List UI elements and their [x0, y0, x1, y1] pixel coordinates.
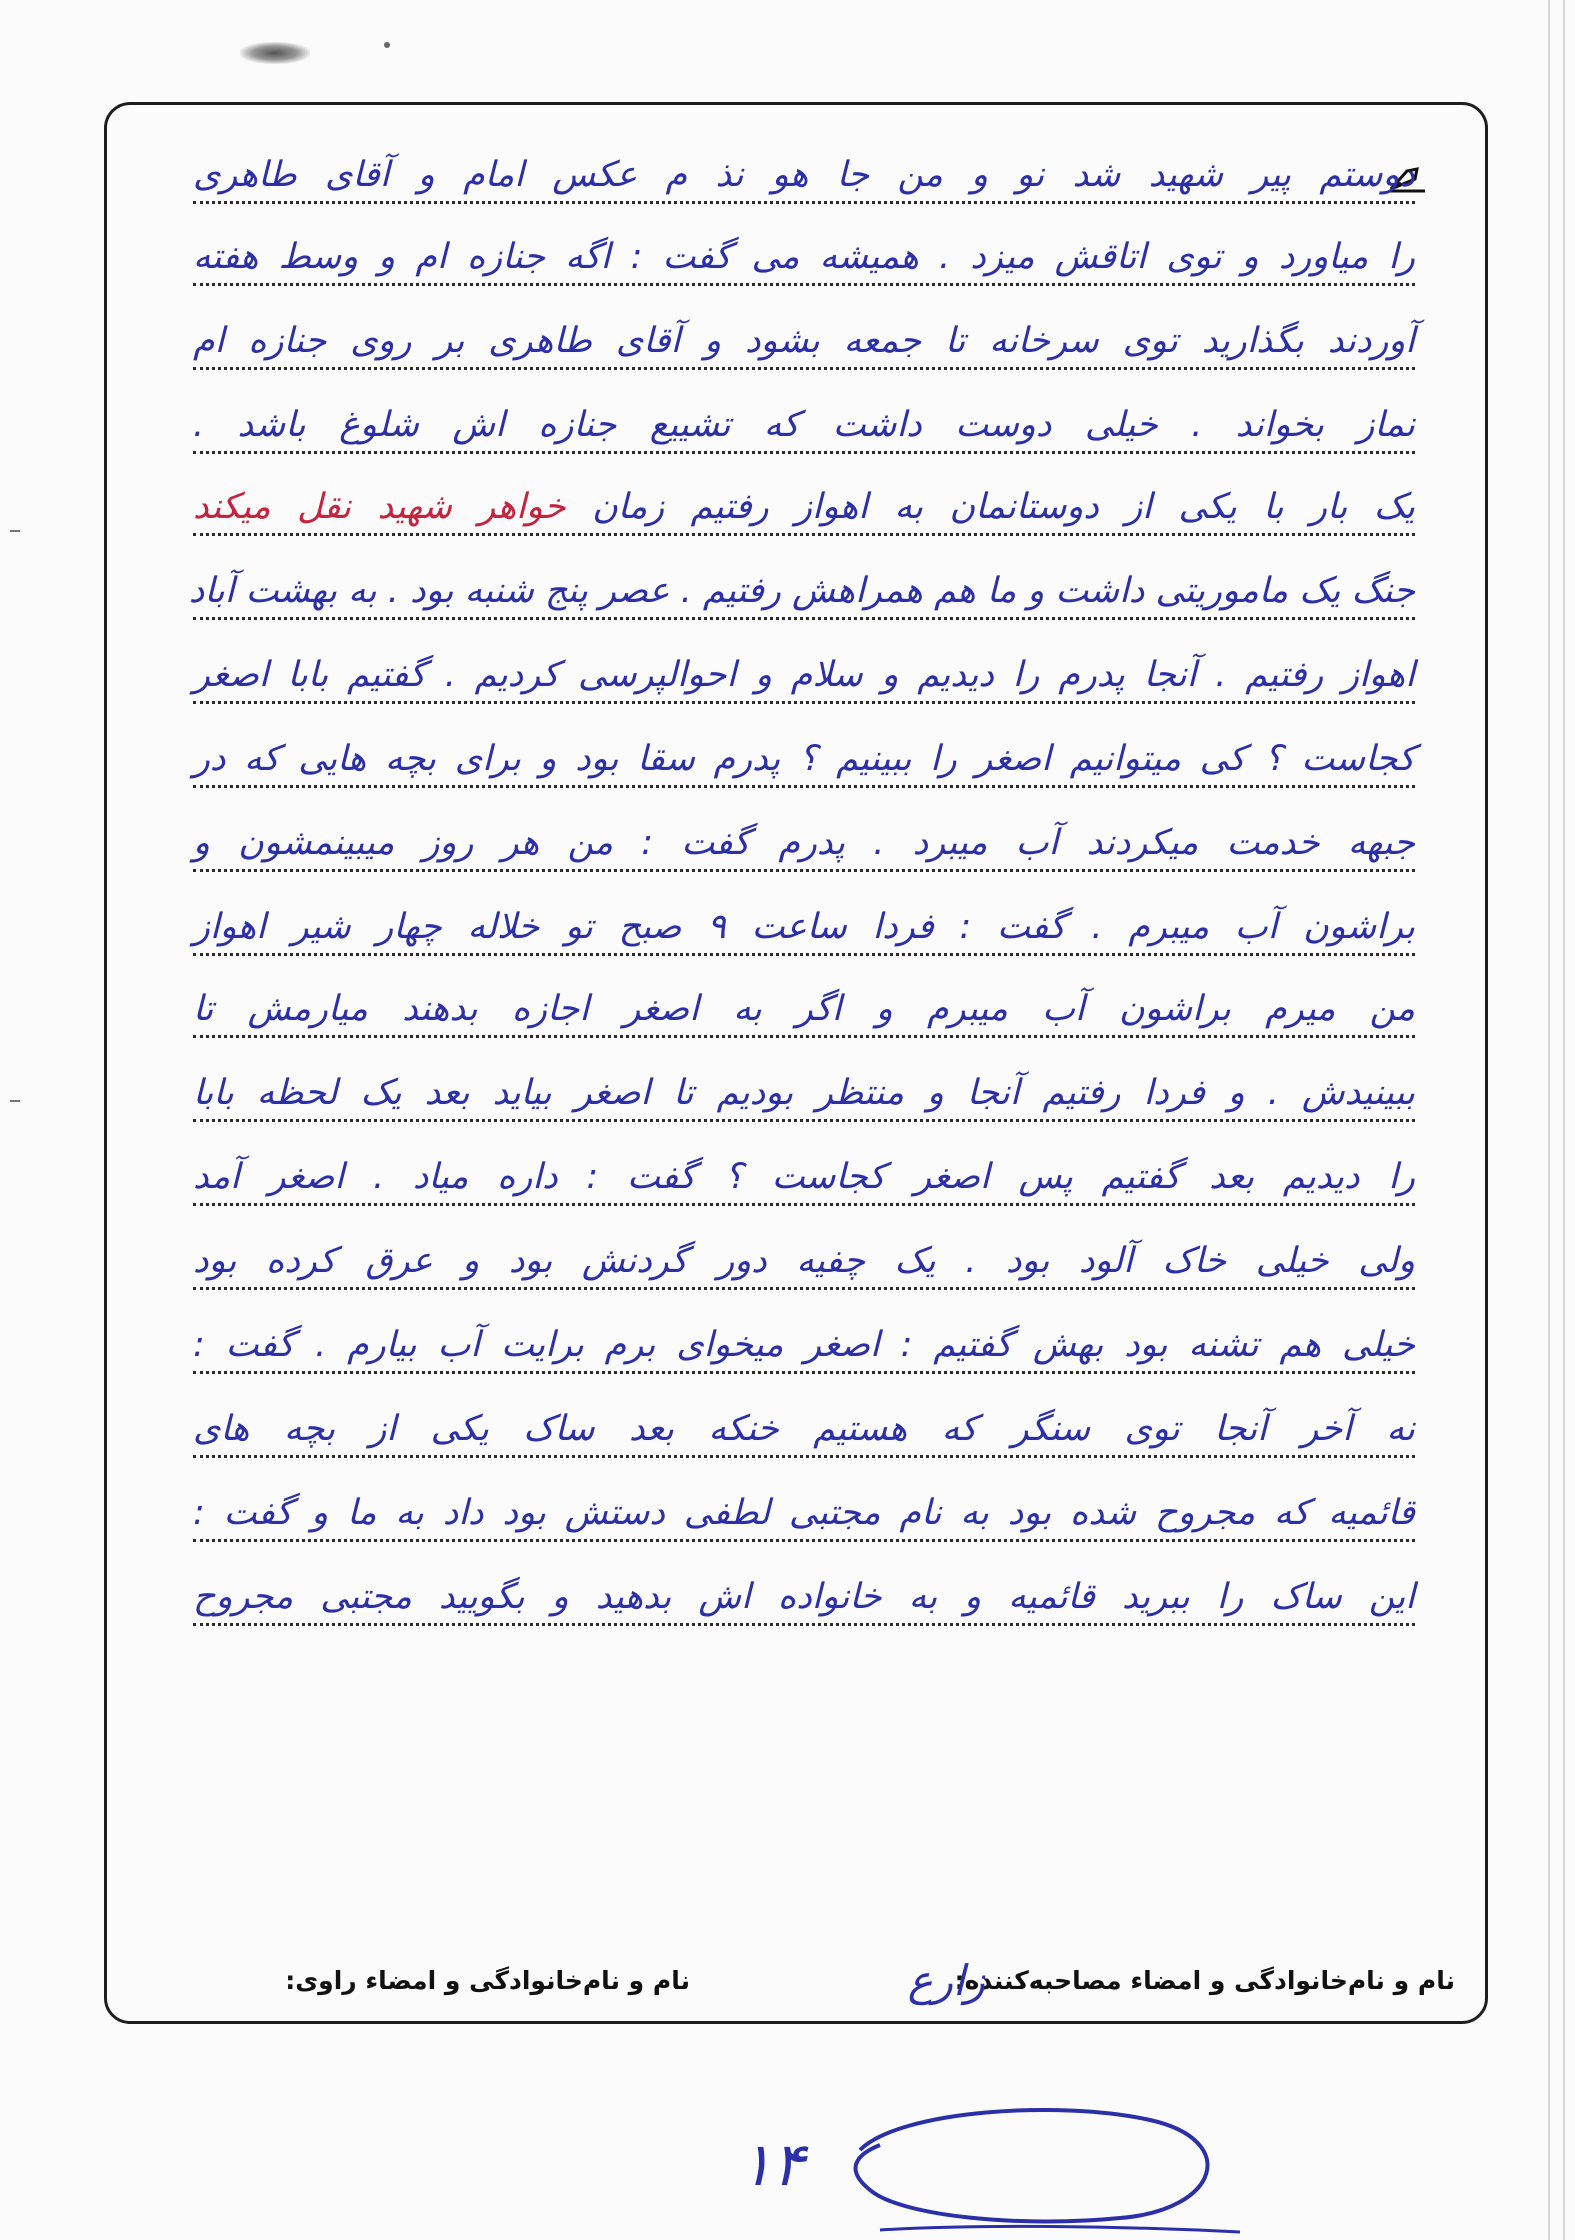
ruled-line	[193, 1539, 1415, 1542]
margin-note-red: خواهر شهید نقل میکند	[193, 487, 566, 527]
interviewer-signature: زارع	[907, 1956, 985, 2005]
handwritten-line: دوستم پیر شهید شد نو و من جا هو نذ م عکس امام و آقای طاهری	[193, 155, 1415, 195]
handwritten-body	[188, 105, 1415, 2005]
scan-smudge	[240, 42, 310, 64]
ruled-line	[193, 953, 1415, 956]
handwritten-line: نه آخر آنجا توی سنگر که هستیم خنکه بعد ساک یکی از بچه های	[193, 1409, 1415, 1449]
page-edge-line	[1563, 0, 1565, 2240]
handwritten-line: جنگ یک ماموریتی داشت و ما هم همراهش رفتیم . عصر پنج شنبه بود . به بهشت آباد	[188, 571, 1415, 611]
form-frame	[104, 102, 1488, 2024]
handwritten-line: را دیدیم بعد گفتیم پس اصغر کجاست ؟ گفت : داره میاد . اصغر آمد	[193, 1157, 1415, 1197]
ruled-line	[193, 1119, 1415, 1122]
margin-tick	[10, 1100, 20, 1102]
ruled-line	[193, 451, 1415, 454]
handwritten-line: آوردند بگذارید توی سرخانه تا جمعه بشود و آقای طاهری بر روی جنازه ام	[193, 321, 1415, 361]
ruled-line	[193, 1455, 1415, 1458]
ruled-line	[193, 1035, 1415, 1038]
ruled-line	[193, 533, 1415, 536]
handwritten-line: قائمیه که مجروح شده بود به نام مجتبی لطفی دستش بود داد به ما و گفت :	[193, 1493, 1415, 1533]
handwritten-line: خیلی هم تشنه بود بهش گفتیم : اصغر میخوای برم برایت آب بیارم . گفت :	[193, 1325, 1415, 1365]
ruled-line	[193, 1287, 1415, 1290]
ruled-line	[193, 617, 1415, 620]
ruled-line	[193, 785, 1415, 788]
ruled-line	[193, 1623, 1415, 1626]
ruled-line	[193, 701, 1415, 704]
handwritten-line: ببینیدش . و فردا رفتیم آنجا و منتظر بودیم تا اصغر بیاید بعد یک لحظه بابا	[193, 1073, 1415, 1113]
narrator-label: نام و نام‌خانوادگی و امضاء راوی:	[285, 1966, 690, 1995]
handwritten-line-with-margin-note	[193, 485, 1415, 529]
ruled-line	[193, 1371, 1415, 1374]
page-edge-line	[1548, 0, 1550, 2240]
ruled-line	[193, 869, 1415, 872]
scan-dot	[384, 42, 390, 48]
handwritten-line: نماز بخواند . خیلی دوست داشت که تشییع جنازه اش شلوغ باشد .	[193, 405, 1415, 445]
ruled-line	[193, 201, 1415, 204]
page-number: ۱۴	[740, 2130, 805, 2200]
handwritten-line: اهواز رفتیم . آنجا پدرم را دیدیم و سلام و احوالپرسی کردیم . گفتیم بابا اصغر	[193, 655, 1415, 695]
handwritten-line: را میاورد و توی اتاقش میزد . همیشه می گفت : اگه جنازه ام و وسط هفته	[193, 237, 1415, 277]
margin-tick	[10, 530, 20, 532]
handwritten-line: این ساک را ببرید قائمیه و به خانواده اش بدهید و بگویید مجتبی مجروح	[193, 1577, 1415, 1617]
signature-scribble	[820, 2100, 1240, 2240]
ruled-line	[193, 283, 1415, 286]
handwritten-line: براشون آب میبرم . گفت : فردا ساعت ۹ صبح تو خلاله چهار شیر اهواز	[193, 907, 1415, 947]
ruled-line	[193, 367, 1415, 370]
handwritten-line: کجاست ؟ کی میتوانیم اصغر را ببینیم ؟ پدرم سقا بود و برای بچه هایی که در	[193, 739, 1415, 779]
ruled-line	[193, 1203, 1415, 1206]
interviewer-label: نام و نام‌خانوادگی و امضاء مصاحبه‌کننده:	[954, 1966, 1455, 1995]
handwritten-line: ولی خیلی خاک آلود بود . یک چفیه دور گردنش بود و عرق کرده بود	[193, 1241, 1415, 1281]
handwritten-line: جبهه خدمت میکردند آب میبرد . پدرم گفت : من هر روز میبینمشون و	[193, 823, 1415, 863]
handwritten-line: من میرم براشون آب میبرم و اگر به اصغر اجازه بدهند میارمش تا	[193, 989, 1415, 1029]
handwritten-line: یک بار با یکی از دوستانمان به اهواز رفتیم زمان	[592, 487, 1415, 527]
